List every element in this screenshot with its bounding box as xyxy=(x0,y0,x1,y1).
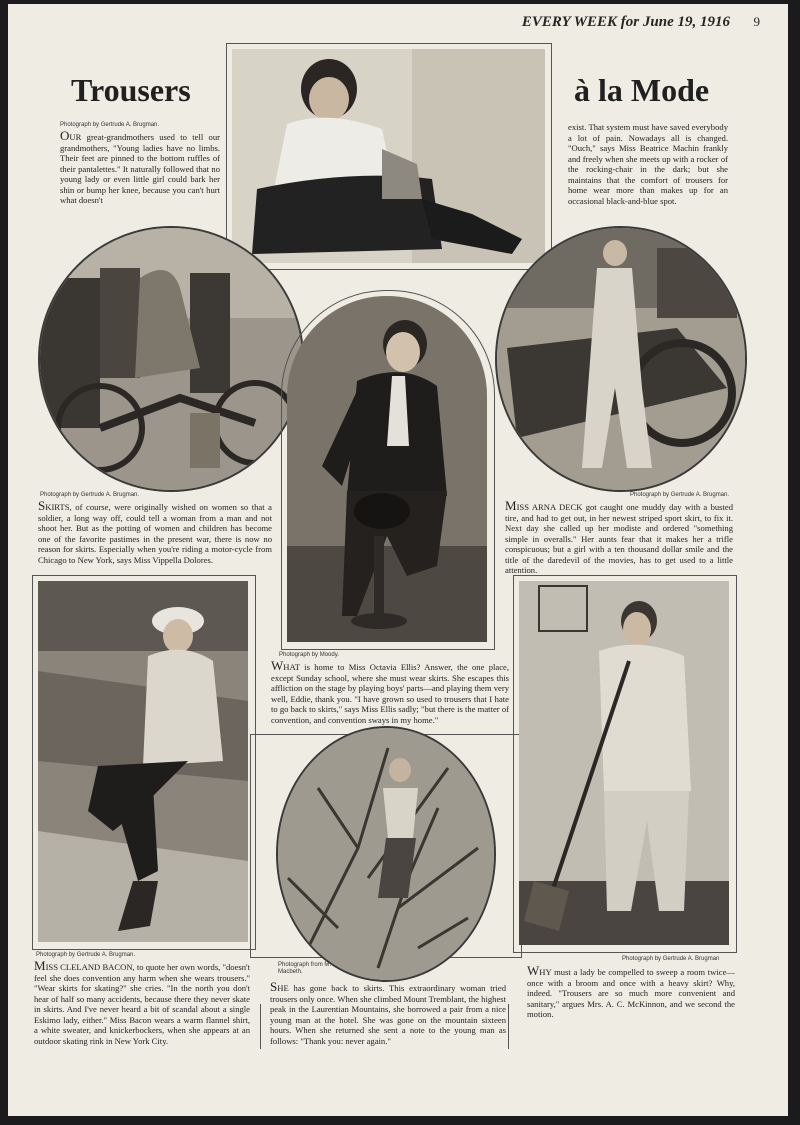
caption-body: has gone back to skirts. This extraordinary woman tried trousers only once. When she climbed Mount Tremblant, the highest peak in the Laurentian Mountains, she borrowed a pair from a nice young man at the hotel. She was gone on the mountain sixteen hours. When she returned she sent a note to the young man as follows: "Thank you: never again." xyxy=(270,983,506,1046)
intro-body: great-grandmothers used to tell our grandmothers, "Young ladies have no limbs. Their feet are pinned to the bottom ruffles of their pantalettes." It naturally followed that no young lady or even little girl could bark her shin or bump her knee, because you can't hurt what doesn't xyxy=(60,132,220,205)
caption-body: to quote her own words, "doesn't feel she does convention any harm when she wears trousers." "Wear skirts for skating?" she cries. "In the north you don't hear of half so many accidents, because there they never skate in skirts. And I've never heard a bit of scandal about a single Eskimo lady, either." Miss Bacon wears a warm flannel shirt, a white sweater, and knickerbockers, when she appears at an outdoor skating rink in New York City. xyxy=(34,962,250,1046)
bicycle-photo xyxy=(38,226,304,492)
intro-text xyxy=(60,128,220,206)
broom-caption xyxy=(527,963,735,1020)
drop-cap: S xyxy=(38,498,46,513)
photo-credit-center: Photograph by Moody. xyxy=(279,652,339,658)
title-right: à la Mode xyxy=(574,72,710,108)
drop-cap: S xyxy=(270,979,278,994)
drop-cap: W xyxy=(271,658,284,673)
skater-photo xyxy=(38,581,248,942)
publication-line: EVERY WEEK for June 19, 1916 xyxy=(521,14,730,30)
photo-credit-tree: Photograph from M. Macbeth. xyxy=(278,962,332,975)
lead-in: ISS CLELAND BACON, xyxy=(45,962,135,972)
drop-cap: M xyxy=(505,498,517,513)
page-number: 9 xyxy=(753,14,760,29)
lead-in: HY xyxy=(539,967,552,977)
photo-credit-skater: Photograph by Gertrude A. Brugman. xyxy=(36,952,136,958)
overalls-photo xyxy=(495,226,747,492)
drop-cap: O xyxy=(60,128,70,143)
column-rule xyxy=(260,1004,261,1049)
lead-in: KIRTS, xyxy=(45,502,72,512)
caption-body: must a lady be compelled to sweep a room twice—once with a broom and once with a heavy skirt? Why, indeed. "Trousers are so much more convenient and sanitary," argues Mrs. A. C. McKinnon, and we second the motion. xyxy=(527,967,735,1019)
page-header xyxy=(521,14,760,31)
bicycle-caption xyxy=(38,498,272,565)
tree-climber-photo xyxy=(276,726,496,982)
drop-cap: M xyxy=(34,958,46,973)
overalls-caption xyxy=(505,498,733,576)
photo-credit-bicycle: Photograph by Gertrude A. Brugman. xyxy=(40,492,140,498)
skater-caption xyxy=(34,958,250,1046)
lead-in: ISS ARNA DECK xyxy=(516,502,583,512)
caption-body: got caught one muddy day with a busted tire, and had to get out, in her newest striped sport skirt, to fix it. Next day she called up her modiste and ordered "something simple in overalls." Her aunts fear that it makes her a trifle conspicuous; but a girl with a ten thousand dollar smile and the title of the daredevil of the movies, has to get used to a little attention. xyxy=(505,502,733,575)
photo-credit-broom: Photograph by Gertrude A. Brugman xyxy=(622,956,720,962)
column-rule xyxy=(508,1004,509,1049)
lead-in: HAT xyxy=(283,662,300,672)
photo-credit-overalls: Photograph by Gertrude A. Brugman. xyxy=(630,492,730,498)
intro-continued: exist. That system must have saved everybody a lot of pain. Nowadays all is changed. "Ouch," says Miss Beatrice Machin frankly and freely when she meets up with a rocker of the rocking-chair in the dark; but she maintains that the comfort of trousers for home wear more than makes up for an occasional black-and-blue spot. xyxy=(568,122,728,206)
photo-credit-top: Photograph by Gertrude A. Brugman. xyxy=(60,122,160,128)
lead-in: HE xyxy=(277,983,289,993)
title-left: Trousers xyxy=(71,72,191,108)
caption-body: of course, were originally wished on women so that a soldier, a long way off, could tell a woman from a man and not shoot her. But as the potting of women and children has become one of the favorite pastimes in the present war, there is now no reason for skirts. Especially when you're riding a motor-cycle from Chicago to New York, says Miss Vippella Dolores. xyxy=(38,502,272,565)
drop-cap: W xyxy=(527,963,540,978)
caption-body: is home to Miss Octavia Ellis? Answer, the one place, except Sunday school, where she must wear skirts. She escapes this affliction on the stage by playing boys' parts—and playing them very well, Eddie, thank you. "I have grown so used to trousers that I hate to go back to skirts," says Miss Ellis sadly; "but there is the matter of convention, and convention sways in my home." xyxy=(271,662,509,725)
octavia-ellis-photo xyxy=(287,296,487,642)
center-caption xyxy=(271,658,509,725)
tree-caption xyxy=(270,979,506,1046)
lead-in: UR xyxy=(69,132,82,142)
magazine-page xyxy=(8,4,788,1116)
broom-woman-photo xyxy=(519,581,729,945)
